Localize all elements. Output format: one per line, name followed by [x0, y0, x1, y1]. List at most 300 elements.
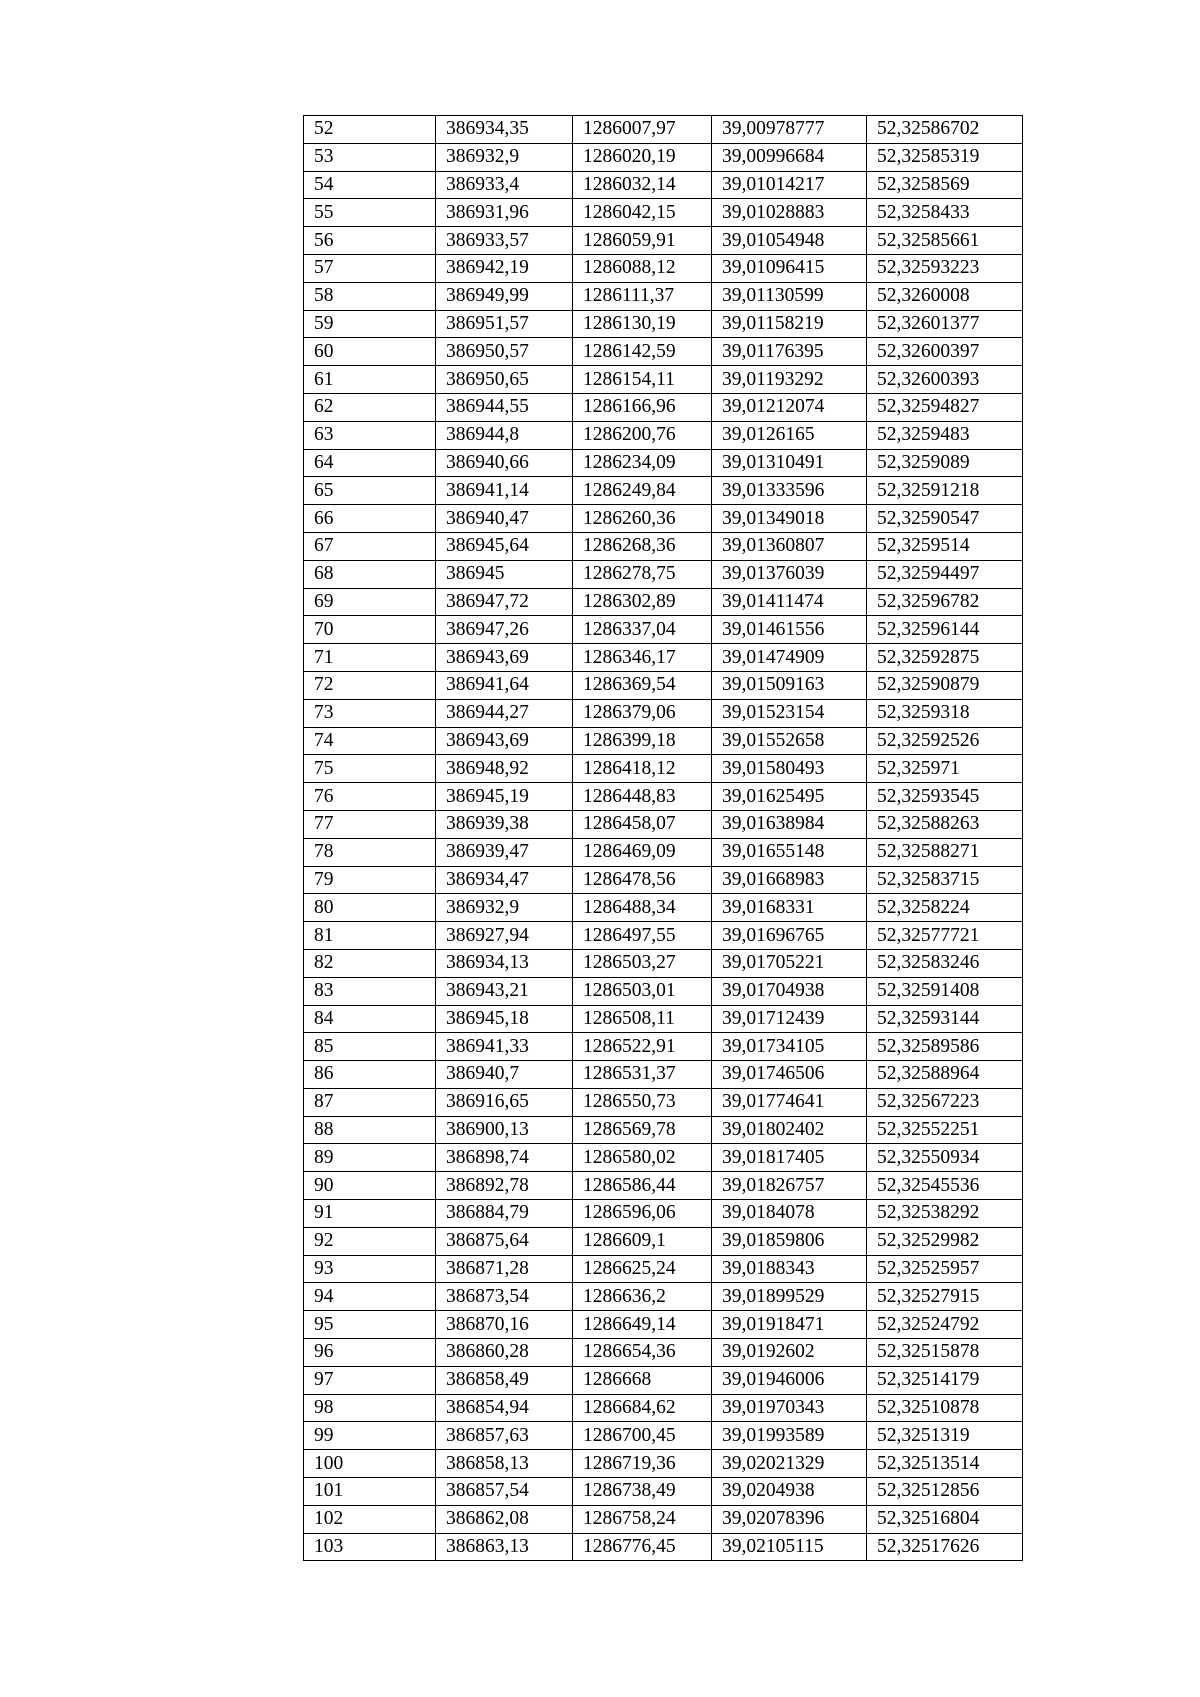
x-coordinate-cell: 386945 — [436, 560, 573, 588]
y-coordinate-cell: 1286497,55 — [573, 922, 712, 950]
point-number-cell: 54 — [304, 171, 436, 199]
x-coordinate-cell: 386927,94 — [436, 922, 573, 950]
y-coordinate-cell: 1286609,1 — [573, 1227, 712, 1255]
table-row — [304, 227, 1023, 255]
table-row — [304, 644, 1023, 672]
point-number-cell: 62 — [304, 393, 436, 421]
longitude-cell: 39,01696765 — [712, 922, 867, 950]
point-number-cell: 101 — [304, 1478, 436, 1506]
longitude-cell: 39,01096415 — [712, 254, 867, 282]
table-row — [304, 922, 1023, 950]
x-coordinate-cell: 386873,54 — [436, 1283, 573, 1311]
x-coordinate-cell: 386943,21 — [436, 977, 573, 1005]
longitude-cell: 39,01970343 — [712, 1394, 867, 1422]
table-row — [304, 1283, 1023, 1311]
latitude-cell: 52,32583246 — [867, 949, 1023, 977]
y-coordinate-cell: 1286636,2 — [573, 1283, 712, 1311]
table-row — [304, 755, 1023, 783]
longitude-cell: 39,0126165 — [712, 421, 867, 449]
table-row — [304, 116, 1023, 144]
longitude-cell: 39,01349018 — [712, 505, 867, 533]
latitude-cell: 52,32585661 — [867, 227, 1023, 255]
table-row — [304, 199, 1023, 227]
y-coordinate-cell: 1286020,19 — [573, 143, 712, 171]
x-coordinate-cell: 386932,9 — [436, 894, 573, 922]
latitude-cell: 52,3258433 — [867, 199, 1023, 227]
point-number-cell: 68 — [304, 560, 436, 588]
point-number-cell: 94 — [304, 1283, 436, 1311]
table-row — [304, 1172, 1023, 1200]
x-coordinate-cell: 386933,57 — [436, 227, 573, 255]
x-coordinate-cell: 386943,69 — [436, 644, 573, 672]
y-coordinate-cell: 1286649,14 — [573, 1311, 712, 1339]
latitude-cell: 52,3258224 — [867, 894, 1023, 922]
x-coordinate-cell: 386857,54 — [436, 1478, 573, 1506]
longitude-cell: 39,01158219 — [712, 310, 867, 338]
longitude-cell: 39,01523154 — [712, 699, 867, 727]
x-coordinate-cell: 386931,96 — [436, 199, 573, 227]
point-number-cell: 61 — [304, 366, 436, 394]
table-row — [304, 783, 1023, 811]
latitude-cell: 52,32592875 — [867, 644, 1023, 672]
longitude-cell: 39,01704938 — [712, 977, 867, 1005]
x-coordinate-cell: 386940,47 — [436, 505, 573, 533]
table-row — [304, 282, 1023, 310]
table-row — [304, 560, 1023, 588]
table-row — [304, 1255, 1023, 1283]
table-row — [304, 1478, 1023, 1506]
latitude-cell: 52,32512856 — [867, 1478, 1023, 1506]
y-coordinate-cell: 1286776,45 — [573, 1533, 712, 1561]
y-coordinate-cell: 1286625,24 — [573, 1255, 712, 1283]
longitude-cell: 39,01668983 — [712, 866, 867, 894]
latitude-cell: 52,32529982 — [867, 1227, 1023, 1255]
y-coordinate-cell: 1286569,78 — [573, 1116, 712, 1144]
latitude-cell: 52,32593144 — [867, 1005, 1023, 1033]
y-coordinate-cell: 1286249,84 — [573, 477, 712, 505]
point-number-cell: 100 — [304, 1450, 436, 1478]
point-number-cell: 83 — [304, 977, 436, 1005]
point-number-cell: 90 — [304, 1172, 436, 1200]
point-number-cell: 60 — [304, 338, 436, 366]
table-row — [304, 1200, 1023, 1228]
point-number-cell: 56 — [304, 227, 436, 255]
y-coordinate-cell: 1286379,06 — [573, 699, 712, 727]
y-coordinate-cell: 1286700,45 — [573, 1422, 712, 1450]
table-row — [304, 1450, 1023, 1478]
table-row — [304, 894, 1023, 922]
longitude-cell: 39,01899529 — [712, 1283, 867, 1311]
table-row — [304, 699, 1023, 727]
table-row — [304, 1144, 1023, 1172]
longitude-cell: 39,01802402 — [712, 1116, 867, 1144]
longitude-cell: 39,01734105 — [712, 1033, 867, 1061]
x-coordinate-cell: 386875,64 — [436, 1227, 573, 1255]
y-coordinate-cell: 1286059,91 — [573, 227, 712, 255]
x-coordinate-cell: 386932,9 — [436, 143, 573, 171]
table-row — [304, 1505, 1023, 1533]
table-row — [304, 616, 1023, 644]
table-row — [304, 171, 1023, 199]
x-coordinate-cell: 386944,8 — [436, 421, 573, 449]
latitude-cell: 52,32594827 — [867, 393, 1023, 421]
latitude-cell: 52,32585319 — [867, 143, 1023, 171]
point-number-cell: 88 — [304, 1116, 436, 1144]
latitude-cell: 52,32516804 — [867, 1505, 1023, 1533]
point-number-cell: 73 — [304, 699, 436, 727]
longitude-cell: 39,01176395 — [712, 338, 867, 366]
point-number-cell: 91 — [304, 1200, 436, 1228]
y-coordinate-cell: 1286469,09 — [573, 838, 712, 866]
table-row — [304, 949, 1023, 977]
latitude-cell: 52,3258569 — [867, 171, 1023, 199]
y-coordinate-cell: 1286260,36 — [573, 505, 712, 533]
longitude-cell: 39,01054948 — [712, 227, 867, 255]
point-number-cell: 64 — [304, 449, 436, 477]
y-coordinate-cell: 1286738,49 — [573, 1478, 712, 1506]
y-coordinate-cell: 1286531,37 — [573, 1061, 712, 1089]
x-coordinate-cell: 386945,19 — [436, 783, 573, 811]
point-number-cell: 95 — [304, 1311, 436, 1339]
point-number-cell: 86 — [304, 1061, 436, 1089]
y-coordinate-cell: 1286654,36 — [573, 1339, 712, 1367]
longitude-cell: 39,01826757 — [712, 1172, 867, 1200]
x-coordinate-cell: 386858,49 — [436, 1366, 573, 1394]
longitude-cell: 39,01625495 — [712, 783, 867, 811]
latitude-cell: 52,3259514 — [867, 532, 1023, 560]
latitude-cell: 52,32600397 — [867, 338, 1023, 366]
longitude-cell: 39,01859806 — [712, 1227, 867, 1255]
coordinates-table — [303, 115, 1023, 1561]
y-coordinate-cell: 1286586,44 — [573, 1172, 712, 1200]
longitude-cell: 39,00978777 — [712, 116, 867, 144]
table-row — [304, 1061, 1023, 1089]
x-coordinate-cell: 386939,38 — [436, 810, 573, 838]
x-coordinate-cell: 386934,35 — [436, 116, 573, 144]
table-row — [304, 532, 1023, 560]
y-coordinate-cell: 1286508,11 — [573, 1005, 712, 1033]
longitude-cell: 39,01411474 — [712, 588, 867, 616]
point-number-cell: 99 — [304, 1422, 436, 1450]
x-coordinate-cell: 386945,18 — [436, 1005, 573, 1033]
point-number-cell: 103 — [304, 1533, 436, 1561]
y-coordinate-cell: 1286200,76 — [573, 421, 712, 449]
point-number-cell: 84 — [304, 1005, 436, 1033]
y-coordinate-cell: 1286130,19 — [573, 310, 712, 338]
x-coordinate-cell: 386898,74 — [436, 1144, 573, 1172]
point-number-cell: 87 — [304, 1088, 436, 1116]
longitude-cell: 39,01946006 — [712, 1366, 867, 1394]
point-number-cell: 53 — [304, 143, 436, 171]
y-coordinate-cell: 1286448,83 — [573, 783, 712, 811]
x-coordinate-cell: 386863,13 — [436, 1533, 573, 1561]
table-row — [304, 1366, 1023, 1394]
y-coordinate-cell: 1286234,09 — [573, 449, 712, 477]
longitude-cell: 39,01333596 — [712, 477, 867, 505]
table-row — [304, 1311, 1023, 1339]
latitude-cell: 52,32583715 — [867, 866, 1023, 894]
longitude-cell: 39,02021329 — [712, 1450, 867, 1478]
longitude-cell: 39,0168331 — [712, 894, 867, 922]
x-coordinate-cell: 386933,4 — [436, 171, 573, 199]
longitude-cell: 39,01993589 — [712, 1422, 867, 1450]
longitude-cell: 39,01774641 — [712, 1088, 867, 1116]
x-coordinate-cell: 386941,64 — [436, 671, 573, 699]
longitude-cell: 39,01552658 — [712, 727, 867, 755]
latitude-cell: 52,32586702 — [867, 116, 1023, 144]
x-coordinate-cell: 386858,13 — [436, 1450, 573, 1478]
latitude-cell: 52,32513514 — [867, 1450, 1023, 1478]
latitude-cell: 52,3259318 — [867, 699, 1023, 727]
y-coordinate-cell: 1286684,62 — [573, 1394, 712, 1422]
x-coordinate-cell: 386944,27 — [436, 699, 573, 727]
table-row — [304, 1339, 1023, 1367]
y-coordinate-cell: 1286166,96 — [573, 393, 712, 421]
y-coordinate-cell: 1286458,07 — [573, 810, 712, 838]
latitude-cell: 52,32592526 — [867, 727, 1023, 755]
longitude-cell: 39,02105115 — [712, 1533, 867, 1561]
point-number-cell: 67 — [304, 532, 436, 560]
x-coordinate-cell: 386940,66 — [436, 449, 573, 477]
latitude-cell: 52,32590547 — [867, 505, 1023, 533]
point-number-cell: 78 — [304, 838, 436, 866]
longitude-cell: 39,00996684 — [712, 143, 867, 171]
x-coordinate-cell: 386916,65 — [436, 1088, 573, 1116]
table-row — [304, 1088, 1023, 1116]
x-coordinate-cell: 386947,72 — [436, 588, 573, 616]
x-coordinate-cell: 386940,7 — [436, 1061, 573, 1089]
latitude-cell: 52,32525957 — [867, 1255, 1023, 1283]
y-coordinate-cell: 1286032,14 — [573, 171, 712, 199]
latitude-cell: 52,32517626 — [867, 1533, 1023, 1561]
longitude-cell: 39,01746506 — [712, 1061, 867, 1089]
table-row — [304, 671, 1023, 699]
point-number-cell: 80 — [304, 894, 436, 922]
latitude-cell: 52,32545536 — [867, 1172, 1023, 1200]
longitude-cell: 39,01817405 — [712, 1144, 867, 1172]
x-coordinate-cell: 386945,64 — [436, 532, 573, 560]
x-coordinate-cell: 386900,13 — [436, 1116, 573, 1144]
longitude-cell: 39,01638984 — [712, 810, 867, 838]
point-number-cell: 77 — [304, 810, 436, 838]
table-row — [304, 449, 1023, 477]
point-number-cell: 96 — [304, 1339, 436, 1367]
x-coordinate-cell: 386942,19 — [436, 254, 573, 282]
latitude-cell: 52,32591408 — [867, 977, 1023, 1005]
y-coordinate-cell: 1286337,04 — [573, 616, 712, 644]
table-row — [304, 1033, 1023, 1061]
x-coordinate-cell: 386870,16 — [436, 1311, 573, 1339]
table-row — [304, 588, 1023, 616]
point-number-cell: 58 — [304, 282, 436, 310]
longitude-cell: 39,0204938 — [712, 1478, 867, 1506]
x-coordinate-cell: 386862,08 — [436, 1505, 573, 1533]
point-number-cell: 72 — [304, 671, 436, 699]
longitude-cell: 39,01028883 — [712, 199, 867, 227]
longitude-cell: 39,01310491 — [712, 449, 867, 477]
point-number-cell: 57 — [304, 254, 436, 282]
point-number-cell: 92 — [304, 1227, 436, 1255]
latitude-cell: 52,32593545 — [867, 783, 1023, 811]
point-number-cell: 97 — [304, 1366, 436, 1394]
longitude-cell: 39,01580493 — [712, 755, 867, 783]
point-number-cell: 59 — [304, 310, 436, 338]
longitude-cell: 39,01509163 — [712, 671, 867, 699]
longitude-cell: 39,02078396 — [712, 1505, 867, 1533]
y-coordinate-cell: 1286399,18 — [573, 727, 712, 755]
latitude-cell: 52,32588964 — [867, 1061, 1023, 1089]
y-coordinate-cell: 1286418,12 — [573, 755, 712, 783]
x-coordinate-cell: 386950,57 — [436, 338, 573, 366]
table-row — [304, 477, 1023, 505]
table-row — [304, 1533, 1023, 1561]
latitude-cell: 52,32567223 — [867, 1088, 1023, 1116]
y-coordinate-cell: 1286580,02 — [573, 1144, 712, 1172]
longitude-cell: 39,0184078 — [712, 1200, 867, 1228]
latitude-cell: 52,32514179 — [867, 1366, 1023, 1394]
point-number-cell: 82 — [304, 949, 436, 977]
latitude-cell: 52,32527915 — [867, 1283, 1023, 1311]
longitude-cell: 39,01130599 — [712, 282, 867, 310]
longitude-cell: 39,01474909 — [712, 644, 867, 672]
y-coordinate-cell: 1286042,15 — [573, 199, 712, 227]
table-row — [304, 505, 1023, 533]
table-row — [304, 143, 1023, 171]
latitude-cell: 52,32588263 — [867, 810, 1023, 838]
latitude-cell: 52,32538292 — [867, 1200, 1023, 1228]
latitude-cell: 52,32552251 — [867, 1116, 1023, 1144]
latitude-cell: 52,32594497 — [867, 560, 1023, 588]
y-coordinate-cell: 1286268,36 — [573, 532, 712, 560]
latitude-cell: 52,32524792 — [867, 1311, 1023, 1339]
table-row — [304, 1227, 1023, 1255]
x-coordinate-cell: 386951,57 — [436, 310, 573, 338]
y-coordinate-cell: 1286719,36 — [573, 1450, 712, 1478]
longitude-cell: 39,01014217 — [712, 171, 867, 199]
table-row — [304, 310, 1023, 338]
x-coordinate-cell: 386943,69 — [436, 727, 573, 755]
x-coordinate-cell: 386947,26 — [436, 616, 573, 644]
latitude-cell: 52,32591218 — [867, 477, 1023, 505]
point-number-cell: 55 — [304, 199, 436, 227]
x-coordinate-cell: 386950,65 — [436, 366, 573, 394]
table-row — [304, 727, 1023, 755]
latitude-cell: 52,32589586 — [867, 1033, 1023, 1061]
longitude-cell: 39,01376039 — [712, 560, 867, 588]
longitude-cell: 39,01212074 — [712, 393, 867, 421]
x-coordinate-cell: 386884,79 — [436, 1200, 573, 1228]
table-row — [304, 1116, 1023, 1144]
table-row — [304, 1005, 1023, 1033]
x-coordinate-cell: 386857,63 — [436, 1422, 573, 1450]
y-coordinate-cell: 1286488,34 — [573, 894, 712, 922]
x-coordinate-cell: 386871,28 — [436, 1255, 573, 1283]
x-coordinate-cell: 386934,47 — [436, 866, 573, 894]
table-row — [304, 866, 1023, 894]
point-number-cell: 79 — [304, 866, 436, 894]
table-row — [304, 366, 1023, 394]
y-coordinate-cell: 1286522,91 — [573, 1033, 712, 1061]
longitude-cell: 39,01360807 — [712, 532, 867, 560]
point-number-cell: 65 — [304, 477, 436, 505]
y-coordinate-cell: 1286668 — [573, 1366, 712, 1394]
latitude-cell: 52,32600393 — [867, 366, 1023, 394]
longitude-cell: 39,01712439 — [712, 1005, 867, 1033]
x-coordinate-cell: 386892,78 — [436, 1172, 573, 1200]
latitude-cell: 52,3260008 — [867, 282, 1023, 310]
y-coordinate-cell: 1286088,12 — [573, 254, 712, 282]
latitude-cell: 52,325971 — [867, 755, 1023, 783]
table-row — [304, 338, 1023, 366]
point-number-cell: 66 — [304, 505, 436, 533]
table-row — [304, 421, 1023, 449]
point-number-cell: 63 — [304, 421, 436, 449]
x-coordinate-cell: 386941,33 — [436, 1033, 573, 1061]
latitude-cell: 52,32590879 — [867, 671, 1023, 699]
x-coordinate-cell: 386934,13 — [436, 949, 573, 977]
x-coordinate-cell: 386948,92 — [436, 755, 573, 783]
longitude-cell: 39,01461556 — [712, 616, 867, 644]
table-row — [304, 838, 1023, 866]
latitude-cell: 52,3259089 — [867, 449, 1023, 477]
latitude-cell: 52,32601377 — [867, 310, 1023, 338]
point-number-cell: 89 — [304, 1144, 436, 1172]
point-number-cell: 74 — [304, 727, 436, 755]
y-coordinate-cell: 1286478,56 — [573, 866, 712, 894]
table-row — [304, 393, 1023, 421]
y-coordinate-cell: 1286596,06 — [573, 1200, 712, 1228]
latitude-cell: 52,32593223 — [867, 254, 1023, 282]
point-number-cell: 98 — [304, 1394, 436, 1422]
y-coordinate-cell: 1286302,89 — [573, 588, 712, 616]
y-coordinate-cell: 1286142,59 — [573, 338, 712, 366]
x-coordinate-cell: 386939,47 — [436, 838, 573, 866]
latitude-cell: 52,3259483 — [867, 421, 1023, 449]
latitude-cell: 52,3251319 — [867, 1422, 1023, 1450]
latitude-cell: 52,32596782 — [867, 588, 1023, 616]
longitude-cell: 39,01655148 — [712, 838, 867, 866]
latitude-cell: 52,32596144 — [867, 616, 1023, 644]
longitude-cell: 39,01193292 — [712, 366, 867, 394]
table-row — [304, 254, 1023, 282]
table-row — [304, 1422, 1023, 1450]
y-coordinate-cell: 1286346,17 — [573, 644, 712, 672]
point-number-cell: 69 — [304, 588, 436, 616]
table-row — [304, 1394, 1023, 1422]
y-coordinate-cell: 1286503,27 — [573, 949, 712, 977]
latitude-cell: 52,32515878 — [867, 1339, 1023, 1367]
latitude-cell: 52,32550934 — [867, 1144, 1023, 1172]
latitude-cell: 52,32577721 — [867, 922, 1023, 950]
coordinates-table-body — [304, 116, 1023, 1561]
point-number-cell: 71 — [304, 644, 436, 672]
x-coordinate-cell: 386860,28 — [436, 1339, 573, 1367]
point-number-cell: 76 — [304, 783, 436, 811]
y-coordinate-cell: 1286758,24 — [573, 1505, 712, 1533]
point-number-cell: 102 — [304, 1505, 436, 1533]
table-row — [304, 810, 1023, 838]
latitude-cell: 52,32588271 — [867, 838, 1023, 866]
point-number-cell: 93 — [304, 1255, 436, 1283]
point-number-cell: 52 — [304, 116, 436, 144]
x-coordinate-cell: 386944,55 — [436, 393, 573, 421]
y-coordinate-cell: 1286007,97 — [573, 116, 712, 144]
x-coordinate-cell: 386949,99 — [436, 282, 573, 310]
point-number-cell: 85 — [304, 1033, 436, 1061]
y-coordinate-cell: 1286154,11 — [573, 366, 712, 394]
y-coordinate-cell: 1286550,73 — [573, 1088, 712, 1116]
longitude-cell: 39,0192602 — [712, 1339, 867, 1367]
